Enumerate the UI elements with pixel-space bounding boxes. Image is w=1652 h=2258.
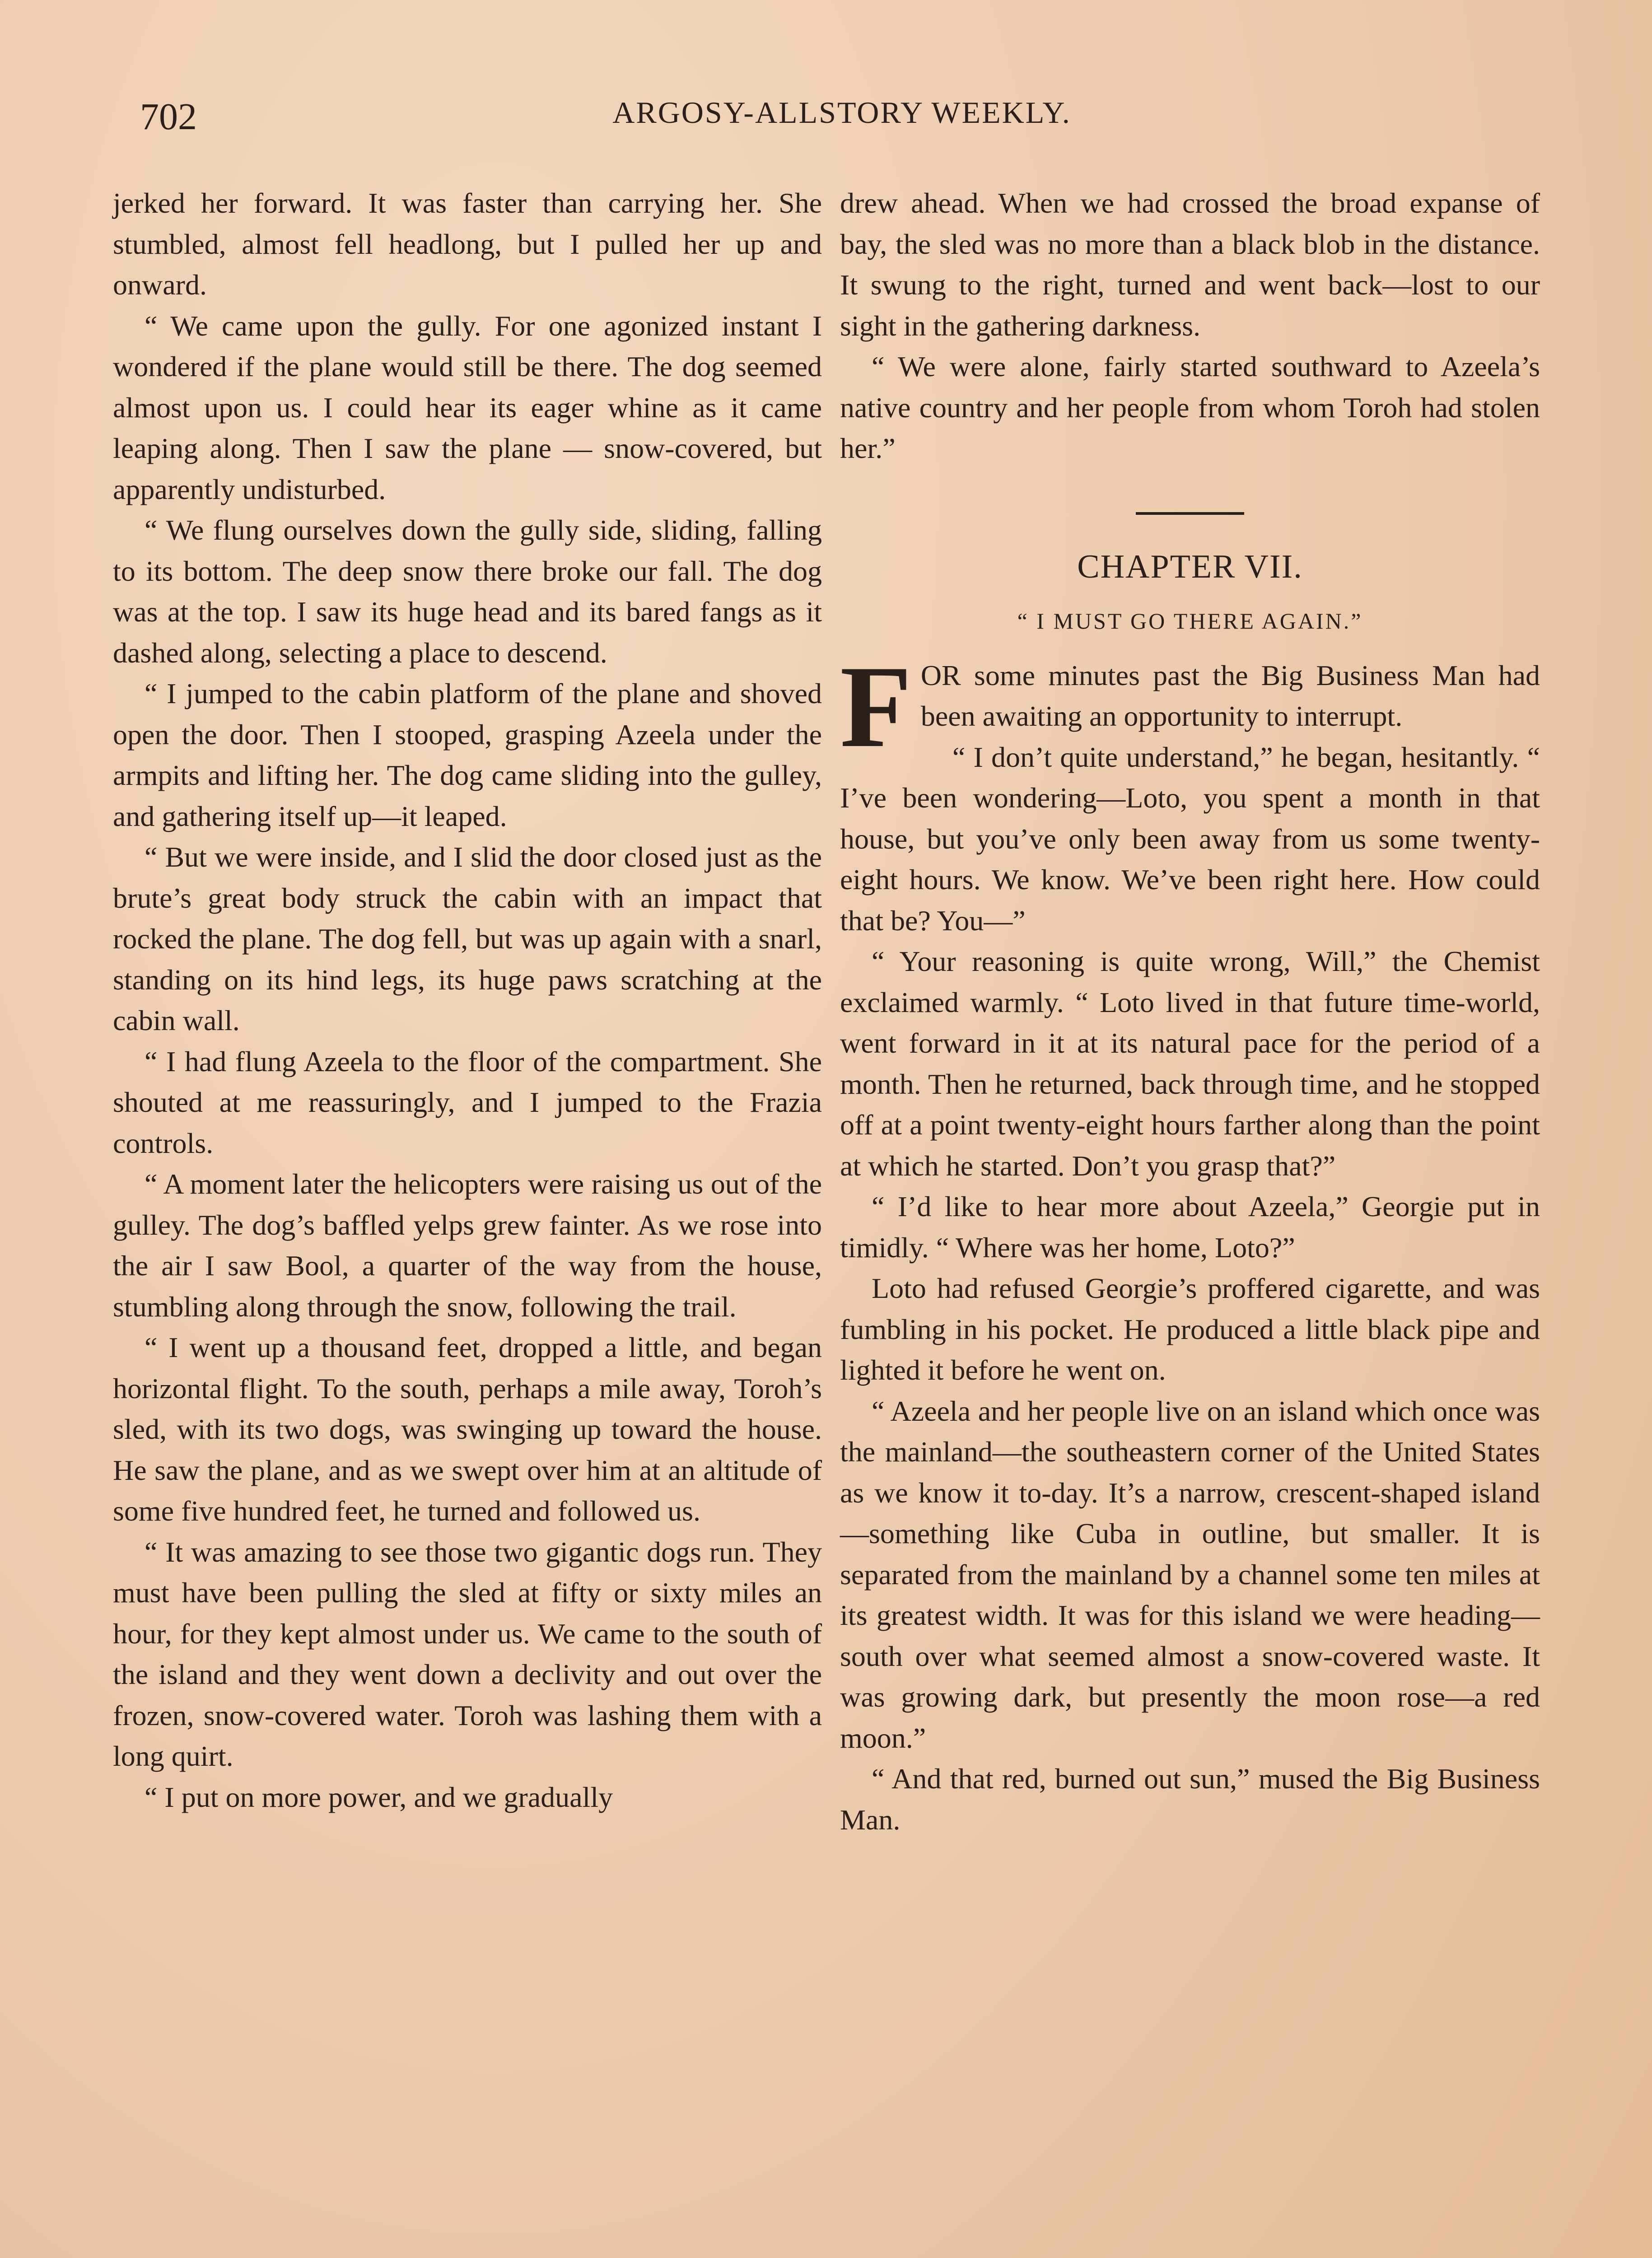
chapter-title: CHAPTER VII. [1077, 548, 1303, 585]
drop-cap: F [840, 641, 912, 772]
opening-text: OR some minutes past the Big Business Man had been awaiting an opportunity to interrupt. [920, 659, 1540, 732]
paragraph: “ I’d like to hear more about Azeela,” Georgie put in timidly. “ Where was her home, Loto?” [840, 1190, 1540, 1264]
paragraph: “ I had flung Azeela to the floor of the compartment. She shouted at me reassuringly, and I jumped to the Frazia controls. [113, 1045, 822, 1159]
left-column [113, 183, 822, 1818]
chapter-opening-paragraph [840, 641, 1540, 772]
paragraph: “ I jumped to the cabin platform of the plane and shoved open the door. Then I stooped, grasping Azeela under the armpits and lifting her. The dog came sliding into the gulley, and gathering itself up—it leaped. [113, 677, 822, 832]
paragraph: “ And that red, burned out sun,” mused the Big Business Man. [840, 1763, 1540, 1836]
page-number: 702 [140, 96, 197, 138]
paragraph: drew ahead. When we had crossed the broad expanse of bay, the sled was no more than a black blob in the distance. It swung to the right, turned and went back—lost to our sight in the gathering darkness. [840, 187, 1540, 342]
paragraph: “ I don’t quite understand,” he began, hesitantly. “ I’ve been wondering—Loto, you spent a month in that house, but you’ve only been away from us some twenty-eight hours. We know. We’ve been right here. How could that be? You—” [840, 741, 1540, 937]
paragraph: “ Azeela and her people live on an island which once was the mainland—the southeastern corner of the United States as we know it to-day. It’s a narrow, crescent-shaped island—something like Cuba in outline, but smaller. It is separated from the mainland by a channel some ten miles at its greatest width. It was for this island we were heading—south over what seemed almost a snow-covered waste. It was growing dark, but presently the moon rose—a red moon.” [840, 1395, 1540, 1754]
page-header [135, 95, 1548, 158]
right-column [840, 183, 1540, 1840]
paragraph: jerked her forward. It was faster than carrying her. She stumbled, almost fell headlong, but I pulled her up and onward. [113, 187, 822, 301]
section-divider [1136, 512, 1244, 515]
paragraph: Loto had refused Georgie’s proffered cigarette, and was fumbling in his pocket. He produced a little black pipe and lighted it before he went on. [840, 1272, 1540, 1386]
paragraph: “ We came upon the gully. For one agonized instant I wondered if the plane would still be there. The dog seemed almost upon us. I could hear its eager whine as it came leaping along. Then I saw the plane — snow-covered, but apparently undisturbed. [113, 309, 822, 505]
paragraph: “ A moment later the helicopters were raising us out of the gulley. The dog’s baffled yelps grew fainter. As we rose into the air I saw Bool, a quarter of the way from the house, stumbling along through the snow, following the trail. [113, 1168, 822, 1323]
paragraph: “ We were alone, fairly started southward to Azeela’s native country and her people from whom Toroh had stolen her.” [840, 350, 1540, 464]
paragraph: “ It was amazing to see those two gigantic dogs run. They must have been pulling the sled at fifty or sixty miles an hour, for they kept almost under us. We came to the south of the island and they went down a declivity and out over the frozen, snow-covered water. Toroh was lashing them with a long quirt. [113, 1535, 822, 1772]
running-title: ARGOSY-ALLSTORY WEEKLY. [612, 95, 1071, 130]
paragraph: “ I went up a thousand feet, dropped a little, and began horizontal flight. To the south, perhaps a mile away, Toroh’s sled, with its two dogs, was swinging up toward the house. He saw the plane, and as we swept over him at an altitude of some five hundred feet, he turned and followed us. [113, 1331, 822, 1527]
paragraph: “ But we were inside, and I slid the door closed just as the brute’s great body struck the cabin with an impact that rocked the plane. The dog fell, but was up again with a snarl, standing on its hind legs, its huge paws scratching at the cabin wall. [113, 841, 822, 1036]
paragraph: “ I put on more power, and we gradually [145, 1781, 613, 1813]
chapter-subtitle: “ I MUST GO THERE AGAIN.” [1017, 608, 1363, 634]
paragraph: “ We flung ourselves down the gully side, sliding, falling to its bottom. The deep snow there broke our fall. The dog was at the top. I saw its huge head and its bared fangs as it dashed along, selecting a place to descend. [113, 514, 822, 669]
paragraph: “ Your reasoning is quite wrong, Will,” the Chemist exclaimed warmly. “ Loto lived in that future time-world, went forward in it at its natural pace for the period of a month. Then he returned, back through time, and he stopped off at a point twenty-eight hours farther along than the point at which he started. Don’t you grasp that?” [840, 945, 1540, 1182]
